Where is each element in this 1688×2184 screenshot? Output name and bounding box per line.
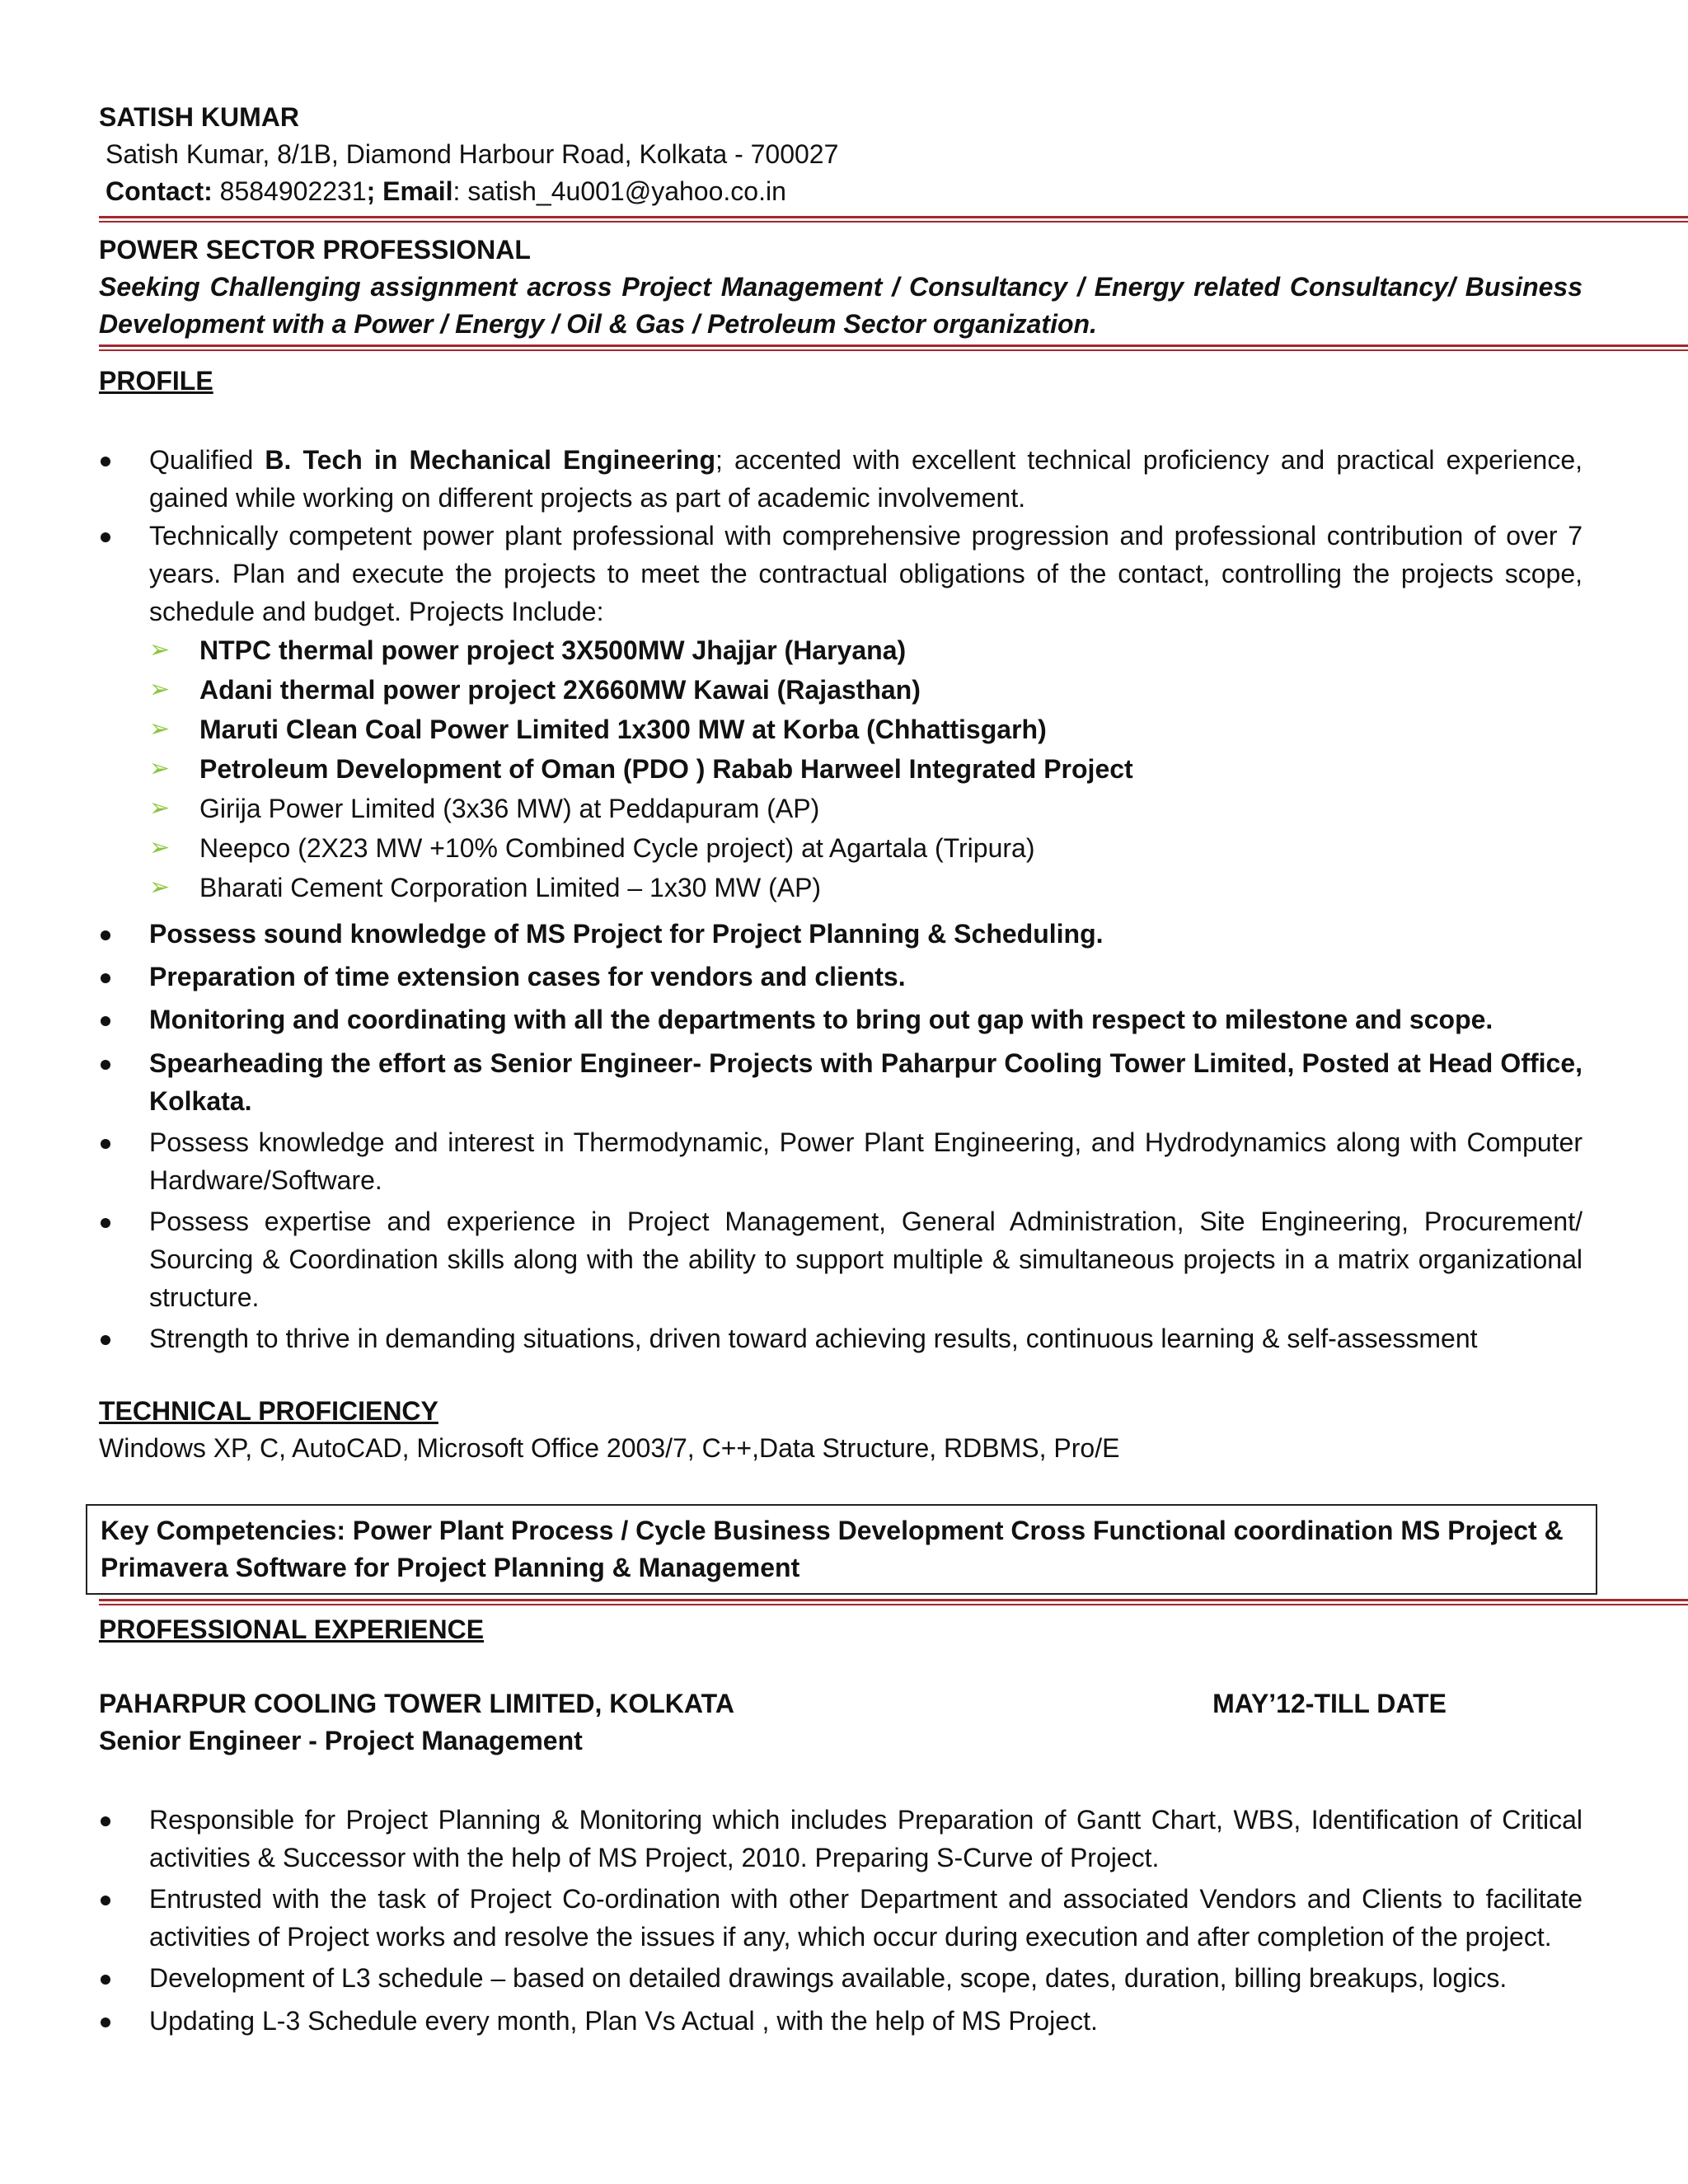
list-item: Strength to thrive in demanding situations, driven toward achieving results, continuous learning & self-assessment [99, 1319, 1582, 1357]
list-item: ➢ Adani thermal power project 2X660MW Kawai (Rajasthan) [99, 670, 1582, 710]
list-item: Entrusted with the task of Project Co-ordination with other Department and associated Vendors and Clients to facilitate activities of Project works and resolve the issues if any, which occur during execution and after completion of the project. [99, 1880, 1582, 1956]
profile-list-2 [99, 912, 1582, 1357]
arrow-icon: ➢ [149, 676, 171, 703]
competencies-text: Key Competencies: Power Plant Process / Cycle Business Development Cross Functional coordination MS Project & Primavera Software for Project Planning & Management [101, 1516, 1564, 1582]
divider-rule [99, 344, 1688, 352]
profile-list [99, 441, 1582, 630]
list-item: Qualified B. Tech in Mechanical Engineering; accented with excellent technical proficiency and practical experience, gained while working on different projects as part of academic involvement. [99, 441, 1582, 517]
technical-heading: TECHNICAL PROFICIENCY [99, 1396, 438, 1426]
job-role: Senior Engineer - Project Management [99, 1726, 583, 1755]
bullet-icon [101, 1060, 110, 1070]
contact-label: Contact: [106, 176, 213, 206]
list-item: ➢ Neepco (2X23 MW +10% Combined Cycle project) at Agartala (Tripura) [99, 828, 1582, 868]
resume-page [99, 99, 1582, 210]
objective-text: Seeking Challenging assignment across Project Management / Consultancy / Energy related Consultancy/ Business Development with a Power / Energy / Oil & Gas / Petroleum Sector organization. [99, 272, 1582, 339]
arrow-icon: ➢ [149, 834, 171, 861]
email-value: : satish_4u001@yahoo.co.in [452, 176, 786, 206]
bullet-icon [101, 2018, 110, 2027]
profile-section [99, 363, 1582, 1357]
list-item: Possess knowledge and interest in Thermodynamic, Power Plant Engineering, and Hydrodynamics along with Computer Hardware/Software. [99, 1123, 1582, 1199]
job-header [99, 1685, 1447, 1722]
arrow-icon: ➢ [149, 636, 171, 663]
list-item: Possess expertise and experience in Project Management, General Administration, Site Engineering, Procurement/ Sourcing & Coordination skills along with the ability to support multiple & simultaneous projects in a matrix organizational structure. [99, 1202, 1582, 1316]
bullet-icon [101, 1975, 110, 1985]
list-item: Responsible for Project Planning & Monitoring which includes Preparation of Gantt Chart, WBS, Identification of Critical activities & Successor with the help of MS Project, 2010. Preparing S-Curve of Project. [99, 1801, 1582, 1877]
competencies-box [86, 1504, 1597, 1595]
list-item: ➢ Girija Power Limited (3x36 MW) at Peddapuram (AP) [99, 789, 1582, 828]
objective-title: POWER SECTOR PROFESSIONAL [99, 235, 531, 265]
list-item: ➢ Maruti Clean Coal Power Limited 1x300 MW at Korba (Chhattisgarh) [99, 710, 1582, 749]
project-list [99, 630, 1582, 907]
list-item: Development of L3 schedule – based on detailed drawings available, scope, dates, duration, billing breakups, logics. [99, 1959, 1582, 1997]
experience-section [99, 1611, 1582, 2040]
experience-heading: PROFESSIONAL EXPERIENCE [99, 1615, 485, 1644]
bullet-icon [101, 1335, 110, 1345]
list-item: ➢ Petroleum Development of Oman (PDO ) Rabab Harweel Integrated Project [99, 749, 1582, 789]
arrow-icon: ➢ [149, 715, 171, 743]
technical-text: Windows XP, C, AutoCAD, Microsoft Office 2003/7, C++,Data Structure, RDBMS, Pro/E [99, 1433, 1120, 1463]
technical-section [99, 1393, 1582, 1467]
profile-heading: PROFILE [99, 366, 213, 396]
bullet-icon [101, 1816, 110, 1826]
bullet-icon [101, 532, 110, 542]
job-period: MAY’12-TILL DATE [1212, 1689, 1447, 1718]
list-item: Technically competent power plant professional with comprehensive progression and professional contribution of over 7 years. Plan and execute the projects to meet the contractual obligations of the contact, controlling the projects scope, schedule and budget. Projects Include: [99, 517, 1582, 630]
address-line: Satish Kumar, 8/1B, Diamond Harbour Road, Kolkata - 700027 [106, 139, 839, 169]
bullet-icon [101, 1218, 110, 1228]
list-item: Preparation of time extension cases for vendors and clients. [99, 955, 1582, 998]
arrow-icon: ➢ [149, 755, 171, 782]
list-item: Updating L-3 Schedule every month, Plan Vs Actual , with the help of MS Project. [99, 2002, 1582, 2040]
company-name: PAHARPUR COOLING TOWER LIMITED, KOLKATA [99, 1689, 734, 1718]
arrow-icon: ➢ [149, 794, 171, 822]
bullet-icon [101, 1139, 110, 1149]
bullet-icon [101, 930, 110, 940]
list-item: ➢ NTPC thermal power project 3X500MW Jhajjar (Haryana) [99, 630, 1582, 670]
bullet-icon [101, 1896, 110, 1905]
list-item: Spearheading the effort as Senior Engineer- Projects with Paharpur Cooling Tower Limited, Posted at Head Office, Kolkata. [99, 1044, 1582, 1120]
divider-rule [99, 1599, 1688, 1606]
list-item: Monitoring and coordinating with all the departments to bring out gap with respect to milestone and scope. [99, 998, 1582, 1041]
contact-value: 8584902231 [219, 176, 367, 206]
list-item: Possess sound knowledge of MS Project for Project Planning & Scheduling. [99, 912, 1582, 955]
bullet-icon [101, 1016, 110, 1026]
divider-rule [99, 216, 1688, 223]
bullet-icon [101, 457, 110, 466]
contact-line [99, 173, 1582, 210]
experience-list [99, 1801, 1582, 2040]
email-label: ; Email [366, 176, 453, 206]
candidate-name: SATISH KUMAR [99, 102, 299, 132]
list-item: ➢ Bharati Cement Corporation Limited – 1x30 MW (AP) [99, 868, 1582, 907]
arrow-icon: ➢ [149, 874, 171, 901]
objective-section [99, 232, 1582, 343]
bullet-icon [101, 973, 110, 983]
